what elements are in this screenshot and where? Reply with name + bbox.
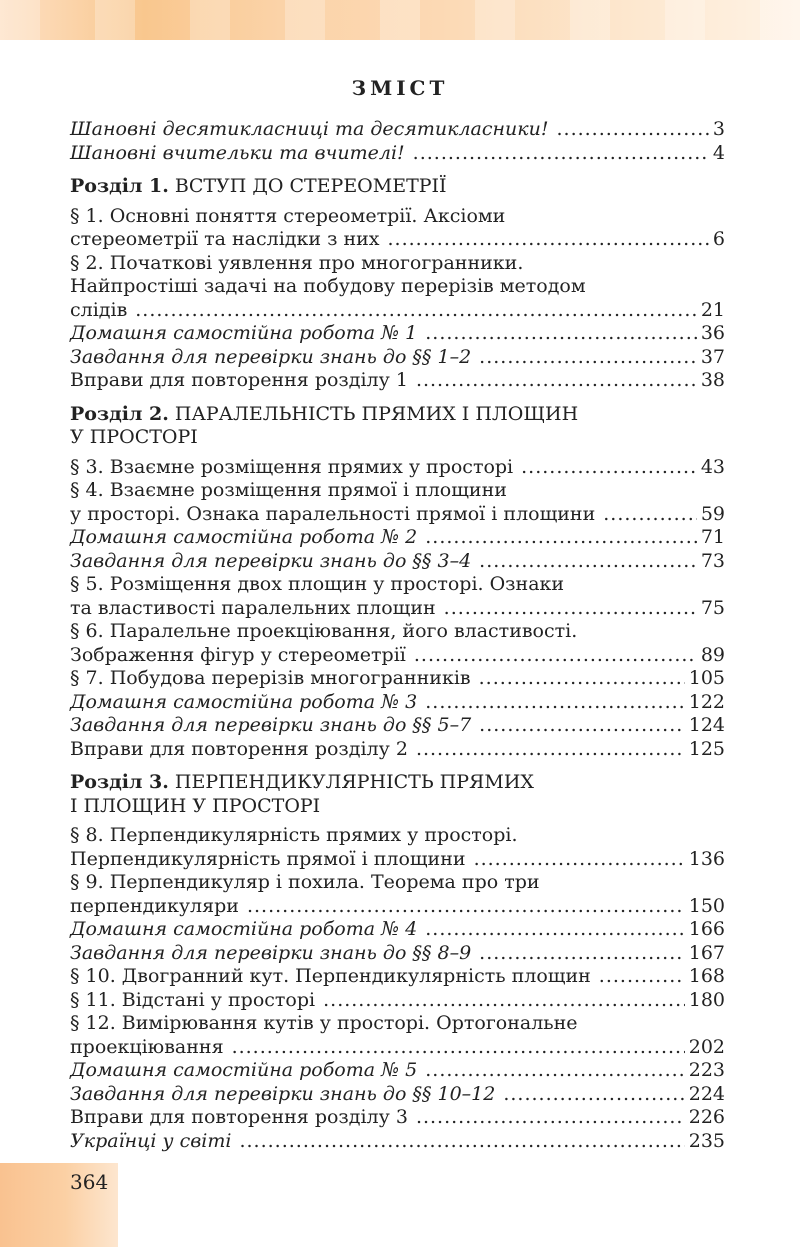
dot-leader [232, 1036, 685, 1060]
dot-leader [479, 667, 685, 691]
toc-entry-title: стереометрії та наслідки з них [70, 228, 380, 250]
toc-page-number: 224 [688, 1082, 725, 1105]
dot-leader [323, 989, 685, 1013]
section-title: ПАРАЛЕЛЬНІСТЬ ПРЯМИХ І ПЛОЩИН [174, 402, 579, 425]
toc-entry [70, 456, 725, 480]
toc-entry-line: Найпростіші задачі на побудову перерізів методом [70, 275, 586, 297]
toc-entry [70, 965, 725, 989]
dot-leader [413, 142, 709, 166]
toc-entry [70, 369, 725, 393]
toc-entry-line [70, 1036, 725, 1060]
page-number: 364 [70, 1170, 109, 1194]
toc-entry-title: Домашня самостійна робота № 4 [70, 918, 418, 940]
toc-page-number: 167 [688, 941, 725, 964]
header-decoration-band [0, 0, 800, 40]
toc-entry-title: Завдання для перевірки знань до §§ 10–12 [70, 1082, 496, 1105]
dot-leader [425, 691, 684, 715]
toc-entry [70, 942, 725, 966]
toc-entry [70, 479, 725, 526]
dot-leader [135, 299, 697, 323]
toc-entry-title: Вправи для повторення розділу 1 [70, 369, 408, 391]
toc-entry [70, 252, 725, 323]
section-heading [70, 175, 725, 199]
toc-entry-line [70, 918, 725, 942]
toc-entry-line: § 4. Взаємне розміщення прямої і площини [70, 479, 507, 501]
toc-entry [70, 871, 725, 918]
toc-entry-title: Домашня самостійна робота № 1 [70, 322, 418, 344]
toc-page-number: 168 [688, 965, 725, 987]
section-title: У ПРОСТОРІ [70, 426, 198, 448]
toc-entry-title: § 7. Побудова перерізів многогранників [70, 667, 471, 689]
toc-entry-title: Зображення фігур у стереометрії [70, 643, 406, 666]
toc-entry-line [70, 989, 725, 1013]
section-title: ВСТУП ДО СТЕРЕОМЕТРІЇ [174, 175, 447, 197]
toc-page-number: 59 [700, 502, 725, 525]
toc-entry [70, 526, 725, 550]
toc-entry-line [70, 346, 725, 370]
toc-entry-title: Завдання для перевірки знань до §§ 1–2 [70, 345, 472, 368]
toc-entry [70, 824, 725, 871]
toc-entry-line [70, 142, 725, 166]
toc-page-number: 124 [688, 714, 725, 736]
toc-entry-line: § 1. Основні поняття стереометрії. Аксіоми [70, 204, 506, 227]
toc-entry-title: Українці у світі [70, 1129, 232, 1152]
toc-entry-line [70, 456, 725, 480]
toc-entry [70, 205, 725, 252]
dot-leader [599, 965, 685, 989]
toc-page-number: 4 [712, 141, 725, 164]
toc-entry-line [70, 942, 725, 966]
dot-leader [444, 597, 697, 621]
toc-entry-title: проекціювання [70, 1035, 224, 1058]
dot-leader [425, 1059, 684, 1083]
section-title: І ПЛОЩИН У ПРОСТОРІ [70, 794, 321, 817]
dot-leader [425, 918, 684, 942]
section-title: ПЕРПЕНДИКУЛЯРНІСТЬ ПРЯМИХ [174, 771, 534, 793]
toc-entry-line: § 5. Розміщення двох площин у просторі. Ознаки [70, 573, 565, 595]
dot-leader [414, 644, 697, 668]
dot-leader [416, 1106, 685, 1130]
dot-leader [521, 456, 697, 480]
toc-page-number: 223 [688, 1059, 725, 1081]
toc-entry-title: § 11. Відстані у просторі [70, 988, 316, 1011]
dot-leader [479, 550, 697, 574]
toc-entry-line: § 12. Вимірювання кутів у просторі. Ортогональне [70, 1012, 578, 1034]
toc-entry [70, 989, 725, 1013]
toc-entry-line [70, 1059, 725, 1083]
toc-page-number: 75 [700, 596, 725, 619]
toc-page-number: 150 [688, 894, 725, 917]
toc-entry-title: Шановні десятикласниці та десятикласники! [70, 118, 549, 140]
dot-leader [416, 369, 697, 393]
toc-entry [70, 714, 725, 738]
toc-entry-line [70, 848, 725, 872]
toc-entry-line [70, 526, 725, 550]
toc-entry [70, 1012, 725, 1059]
toc-entry-title: § 10. Двогранний кут. Перпендикулярність площин [70, 965, 591, 987]
toc-entry-line [70, 714, 725, 738]
toc-page-number: 37 [700, 345, 725, 368]
toc-entry [70, 573, 725, 620]
toc-entry-title: § 3. Взаємне розміщення прямих у просторі [70, 455, 514, 478]
toc-entry-line [70, 228, 725, 252]
toc-entry [70, 918, 725, 942]
toc-entry-title: перпендикуляри [70, 894, 239, 917]
section-label: Розділ 3. [70, 771, 169, 793]
toc-entry-line [70, 118, 725, 142]
dot-leader [503, 1083, 684, 1107]
section-heading [70, 771, 725, 818]
section-heading-line [70, 403, 725, 427]
toc-entry [70, 691, 725, 715]
toc-entry-line [70, 1083, 725, 1107]
toc-entry-line: § 8. Перпендикулярність прямих у просторі. [70, 824, 518, 846]
toc-page-number: 43 [700, 455, 725, 478]
toc-entry-title: Вправи для повторення розділу 3 [70, 1106, 408, 1128]
dot-leader [479, 942, 685, 966]
toc-entry-line [70, 667, 725, 691]
toc-entry [70, 667, 725, 691]
toc-entry-line [70, 738, 725, 762]
toc-page-number: 21 [700, 298, 725, 321]
toc-entry-line: § 9. Перпендикуляр і похила. Теорема про три [70, 871, 540, 893]
toc-entry-line [70, 299, 725, 323]
toc-entry-title: у просторі. Ознака паралельності прямої і площини [70, 502, 596, 525]
toc-entry [70, 142, 725, 166]
toc-page-number: 122 [688, 690, 725, 713]
section-heading-line [70, 426, 725, 450]
toc-entry-title: Завдання для перевірки знань до §§ 3–4 [70, 549, 472, 572]
toc-entry-title: Домашня самостійна робота № 3 [70, 690, 418, 713]
dot-leader [425, 322, 697, 346]
table-of-contents [70, 118, 725, 1153]
toc-entry-line [70, 965, 725, 989]
dot-leader [425, 526, 697, 550]
toc-entry-line [70, 322, 725, 346]
toc-entry-line: § 2. Початкові уявлення про многогранники. [70, 251, 524, 274]
toc-entry-line [70, 895, 725, 919]
toc-page-number: 226 [688, 1106, 725, 1128]
toc-entry-title: Шановні вчительки та вчителі! [70, 141, 405, 164]
page-title: ЗМІСТ [351, 76, 449, 100]
toc-page-number: 136 [688, 847, 725, 870]
toc-page-number: 71 [700, 526, 725, 548]
toc-entry [70, 620, 725, 667]
toc-entry-title: Завдання для перевірки знань до §§ 5–7 [70, 714, 472, 736]
toc-entry [70, 738, 725, 762]
toc-page-number: 202 [688, 1035, 725, 1058]
toc-page-number: 235 [688, 1129, 725, 1152]
toc-entry-title: Перпендикулярність прямої і площини [70, 847, 466, 870]
toc-entry [70, 1130, 725, 1154]
section-label: Розділ 2. [70, 402, 169, 425]
toc-entry-line [70, 691, 725, 715]
dot-leader [474, 848, 685, 872]
toc-entry-title: Домашня самостійна робота № 2 [70, 526, 418, 548]
toc-page-number: 89 [700, 643, 725, 666]
section-label: Розділ 1. [70, 175, 169, 197]
dot-leader [479, 346, 697, 370]
toc-entry [70, 118, 725, 142]
dot-leader [556, 118, 708, 142]
toc-entry [70, 1083, 725, 1107]
toc-entry-line [70, 503, 725, 527]
dot-leader [239, 1130, 684, 1154]
toc-entry-title: Вправи для повторення розділу 2 [70, 737, 408, 760]
toc-entry [70, 1106, 725, 1130]
toc-entry-line [70, 597, 725, 621]
toc-page-number: 125 [688, 737, 725, 760]
toc-page-number: 38 [700, 369, 725, 391]
section-heading-line [70, 795, 725, 819]
toc-entry [70, 1059, 725, 1083]
dot-leader [247, 895, 685, 919]
section-heading [70, 403, 725, 450]
section-heading-line [70, 175, 725, 199]
toc-page-number: 73 [700, 549, 725, 572]
section-heading-line [70, 771, 725, 795]
toc-entry-line [70, 369, 725, 393]
dot-leader [603, 503, 697, 527]
toc-entry-line: § 6. Паралельне проекціювання, його властивості. [70, 620, 578, 642]
dot-leader [388, 228, 709, 252]
toc-page-number: 105 [688, 667, 725, 689]
toc-entry-title: Домашня самостійна робота № 5 [70, 1059, 418, 1081]
toc-page-number: 6 [712, 228, 725, 250]
toc-entry-title: Завдання для перевірки знань до §§ 8–9 [70, 941, 472, 964]
toc-page-number: 180 [688, 988, 725, 1011]
toc-entry [70, 346, 725, 370]
toc-entry [70, 550, 725, 574]
toc-entry-title: слідів [70, 298, 128, 321]
toc-entry-line [70, 644, 725, 668]
dot-leader [479, 714, 685, 738]
toc-entry-line [70, 1106, 725, 1130]
toc-entry-title: та властивості паралельних площин [70, 596, 436, 619]
toc-entry-line [70, 1130, 725, 1154]
toc-entry-line [70, 550, 725, 574]
toc-page-number: 36 [700, 322, 725, 344]
dot-leader [416, 738, 685, 762]
toc-entry [70, 322, 725, 346]
toc-page-number: 166 [688, 918, 725, 940]
toc-page-number: 3 [712, 118, 725, 140]
